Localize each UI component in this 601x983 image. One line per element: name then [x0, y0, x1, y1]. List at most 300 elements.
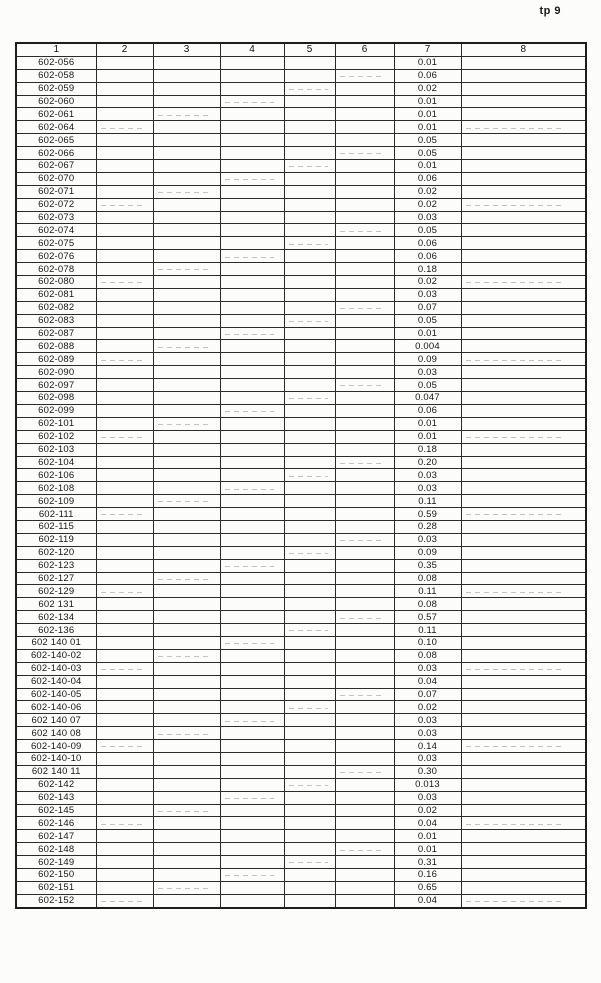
empty-cell — [284, 301, 335, 314]
empty-cell — [284, 263, 335, 276]
empty-cell — [153, 417, 220, 430]
empty-cell — [153, 843, 220, 856]
column-header: 1 — [16, 43, 96, 56]
empty-cell — [96, 533, 153, 546]
table-row — [16, 495, 586, 508]
empty-cell — [284, 598, 335, 611]
empty-cell — [96, 817, 153, 830]
empty-cell — [284, 662, 335, 675]
value-cell: 0.01 — [394, 160, 461, 173]
table-row — [16, 830, 586, 843]
row-id-cell: 602-073 — [16, 211, 96, 224]
value-cell: 0.01 — [394, 843, 461, 856]
value-cell: 0.05 — [394, 314, 461, 327]
empty-cell — [96, 804, 153, 817]
table-row — [16, 894, 586, 907]
empty-cell — [96, 211, 153, 224]
empty-cell — [284, 611, 335, 624]
empty-cell — [284, 804, 335, 817]
empty-cell — [220, 69, 284, 82]
value-cell: 0.03 — [394, 211, 461, 224]
table-row — [16, 211, 586, 224]
value-cell: 0.03 — [394, 288, 461, 301]
empty-cell — [335, 160, 394, 173]
table-row — [16, 765, 586, 778]
row-id-cell: 602-088 — [16, 340, 96, 353]
empty-cell — [220, 546, 284, 559]
empty-cell — [96, 417, 153, 430]
empty-cell — [96, 624, 153, 637]
value-cell: 0.06 — [394, 237, 461, 250]
value-cell: 0.03 — [394, 727, 461, 740]
row-id-cell: 602-087 — [16, 327, 96, 340]
value-cell: 0.01 — [394, 327, 461, 340]
value-cell: 0.02 — [394, 185, 461, 198]
empty-cell — [284, 288, 335, 301]
empty-cell — [153, 82, 220, 95]
value-cell: 0.08 — [394, 572, 461, 585]
empty-cell — [461, 611, 586, 624]
value-cell: 0.02 — [394, 198, 461, 211]
empty-cell — [220, 585, 284, 598]
empty-cell — [96, 495, 153, 508]
empty-cell — [96, 636, 153, 649]
empty-cell — [220, 881, 284, 894]
empty-cell — [153, 611, 220, 624]
empty-cell — [220, 56, 284, 69]
empty-cell — [461, 624, 586, 637]
empty-cell — [335, 95, 394, 108]
empty-cell — [96, 443, 153, 456]
empty-cell — [284, 714, 335, 727]
empty-cell — [96, 288, 153, 301]
empty-cell — [284, 843, 335, 856]
row-id-cell: 602-081 — [16, 288, 96, 301]
table-row — [16, 185, 586, 198]
table-row — [16, 263, 586, 276]
row-id-cell: 602-099 — [16, 404, 96, 417]
empty-cell — [153, 95, 220, 108]
empty-cell — [284, 276, 335, 289]
value-cell: 0.06 — [394, 69, 461, 82]
empty-cell — [284, 250, 335, 263]
empty-cell — [153, 327, 220, 340]
value-cell: 0.11 — [394, 585, 461, 598]
empty-cell — [153, 198, 220, 211]
empty-cell — [461, 198, 586, 211]
row-id-cell: 602-058 — [16, 69, 96, 82]
column-header: 8 — [461, 43, 586, 56]
empty-cell — [220, 160, 284, 173]
empty-cell — [335, 894, 394, 907]
empty-cell — [153, 404, 220, 417]
empty-cell — [220, 520, 284, 533]
empty-cell — [335, 443, 394, 456]
empty-cell — [153, 520, 220, 533]
empty-cell — [284, 533, 335, 546]
table-row — [16, 533, 586, 546]
row-id-cell: 602-098 — [16, 392, 96, 405]
value-cell: 0.01 — [394, 417, 461, 430]
row-id-cell: 602-140-06 — [16, 701, 96, 714]
empty-cell — [220, 765, 284, 778]
empty-cell — [153, 572, 220, 585]
empty-cell — [96, 404, 153, 417]
empty-cell — [284, 404, 335, 417]
empty-cell — [153, 185, 220, 198]
empty-cell — [220, 121, 284, 134]
empty-cell — [335, 856, 394, 869]
value-cell: 0.01 — [394, 95, 461, 108]
empty-cell — [153, 894, 220, 907]
empty-cell — [335, 392, 394, 405]
empty-cell — [335, 482, 394, 495]
empty-cell — [335, 366, 394, 379]
empty-cell — [284, 546, 335, 559]
empty-cell — [220, 314, 284, 327]
value-cell: 0.28 — [394, 520, 461, 533]
empty-cell — [335, 662, 394, 675]
empty-cell — [335, 327, 394, 340]
row-id-cell: 602-127 — [16, 572, 96, 585]
empty-cell — [220, 211, 284, 224]
empty-cell — [335, 624, 394, 637]
row-id-cell: 602-147 — [16, 830, 96, 843]
row-id-cell: 602-101 — [16, 417, 96, 430]
row-id-cell: 602-140-02 — [16, 649, 96, 662]
value-cell: 0.07 — [394, 688, 461, 701]
empty-cell — [335, 572, 394, 585]
table-row — [16, 430, 586, 443]
empty-cell — [153, 224, 220, 237]
empty-cell — [153, 804, 220, 817]
row-id-cell: 602 140 11 — [16, 765, 96, 778]
empty-cell — [335, 121, 394, 134]
table-row — [16, 108, 586, 121]
empty-cell — [284, 172, 335, 185]
empty-cell — [335, 791, 394, 804]
empty-cell — [461, 675, 586, 688]
empty-cell — [335, 82, 394, 95]
empty-cell — [220, 649, 284, 662]
empty-cell — [220, 198, 284, 211]
empty-cell — [461, 572, 586, 585]
value-cell: 0.05 — [394, 224, 461, 237]
table-row — [16, 611, 586, 624]
empty-cell — [153, 585, 220, 598]
table-row — [16, 727, 586, 740]
empty-cell — [335, 134, 394, 147]
empty-cell — [153, 649, 220, 662]
row-id-cell: 602-075 — [16, 237, 96, 250]
empty-cell — [220, 224, 284, 237]
row-id-cell: 602-140-03 — [16, 662, 96, 675]
row-id-cell: 602-078 — [16, 263, 96, 276]
empty-cell — [96, 869, 153, 882]
empty-cell — [220, 495, 284, 508]
empty-cell — [96, 430, 153, 443]
empty-cell — [335, 778, 394, 791]
table-row — [16, 340, 586, 353]
empty-cell — [96, 520, 153, 533]
value-cell: 0.04 — [394, 817, 461, 830]
empty-cell — [461, 263, 586, 276]
empty-cell — [153, 134, 220, 147]
empty-cell — [153, 443, 220, 456]
row-id-cell: 602-067 — [16, 160, 96, 173]
empty-cell — [220, 675, 284, 688]
empty-cell — [335, 598, 394, 611]
row-id-cell: 602-111 — [16, 508, 96, 521]
empty-cell — [335, 495, 394, 508]
empty-cell — [284, 147, 335, 160]
empty-cell — [461, 778, 586, 791]
empty-cell — [96, 224, 153, 237]
value-cell: 0.03 — [394, 482, 461, 495]
table-row — [16, 379, 586, 392]
table-row — [16, 843, 586, 856]
empty-cell — [461, 752, 586, 765]
empty-cell — [153, 740, 220, 753]
value-cell: 0.09 — [394, 546, 461, 559]
table-row — [16, 598, 586, 611]
empty-cell — [220, 366, 284, 379]
empty-cell — [96, 366, 153, 379]
empty-cell — [284, 817, 335, 830]
table-row — [16, 752, 586, 765]
empty-cell — [220, 237, 284, 250]
empty-cell — [335, 533, 394, 546]
row-id-cell: 602-076 — [16, 250, 96, 263]
table-row — [16, 392, 586, 405]
empty-cell — [284, 379, 335, 392]
empty-cell — [335, 314, 394, 327]
empty-cell — [461, 340, 586, 353]
empty-cell — [96, 237, 153, 250]
empty-cell — [153, 508, 220, 521]
empty-cell — [461, 430, 586, 443]
empty-cell — [335, 636, 394, 649]
empty-cell — [461, 379, 586, 392]
empty-cell — [220, 172, 284, 185]
empty-cell — [220, 636, 284, 649]
row-id-cell: 602-146 — [16, 817, 96, 830]
empty-cell — [335, 417, 394, 430]
empty-cell — [284, 134, 335, 147]
row-id-cell: 602-142 — [16, 778, 96, 791]
empty-cell — [220, 714, 284, 727]
empty-cell — [335, 559, 394, 572]
empty-cell — [96, 392, 153, 405]
empty-cell — [153, 379, 220, 392]
empty-cell — [220, 185, 284, 198]
table-row — [16, 443, 586, 456]
empty-cell — [220, 688, 284, 701]
table-row — [16, 624, 586, 637]
value-cell: 0.03 — [394, 791, 461, 804]
header-row — [16, 43, 586, 56]
empty-cell — [284, 636, 335, 649]
value-cell: 0.004 — [394, 340, 461, 353]
empty-cell — [284, 314, 335, 327]
empty-cell — [461, 533, 586, 546]
value-cell: 0.06 — [394, 250, 461, 263]
empty-cell — [96, 843, 153, 856]
table-row — [16, 134, 586, 147]
empty-cell — [461, 211, 586, 224]
empty-cell — [220, 533, 284, 546]
empty-cell — [220, 108, 284, 121]
empty-cell — [153, 598, 220, 611]
empty-cell — [284, 675, 335, 688]
table-row — [16, 520, 586, 533]
table-row — [16, 276, 586, 289]
value-cell: 0.14 — [394, 740, 461, 753]
empty-cell — [461, 314, 586, 327]
empty-cell — [220, 276, 284, 289]
value-cell: 0.05 — [394, 147, 461, 160]
table-row — [16, 56, 586, 69]
table-row — [16, 508, 586, 521]
row-id-cell: 602-109 — [16, 495, 96, 508]
empty-cell — [153, 495, 220, 508]
empty-cell — [335, 404, 394, 417]
table-row — [16, 714, 586, 727]
empty-cell — [284, 353, 335, 366]
row-id-cell: 602-140-04 — [16, 675, 96, 688]
empty-cell — [220, 662, 284, 675]
empty-cell — [284, 830, 335, 843]
row-id-cell: 602-056 — [16, 56, 96, 69]
empty-cell — [220, 559, 284, 572]
empty-cell — [335, 817, 394, 830]
empty-cell — [220, 482, 284, 495]
empty-cell — [461, 95, 586, 108]
empty-cell — [153, 856, 220, 869]
empty-cell — [96, 611, 153, 624]
table-row — [16, 82, 586, 95]
value-cell: 0.013 — [394, 778, 461, 791]
empty-cell — [284, 185, 335, 198]
empty-cell — [284, 881, 335, 894]
empty-cell — [461, 817, 586, 830]
row-id-cell: 602-140-05 — [16, 688, 96, 701]
empty-cell — [153, 662, 220, 675]
empty-cell — [461, 495, 586, 508]
empty-cell — [461, 108, 586, 121]
empty-cell — [220, 288, 284, 301]
column-header: 7 — [394, 43, 461, 56]
table-row — [16, 95, 586, 108]
table-row — [16, 160, 586, 173]
empty-cell — [461, 843, 586, 856]
empty-cell — [153, 263, 220, 276]
empty-cell — [461, 765, 586, 778]
empty-cell — [284, 585, 335, 598]
value-cell: 0.01 — [394, 121, 461, 134]
empty-cell — [220, 727, 284, 740]
empty-cell — [153, 546, 220, 559]
empty-cell — [220, 830, 284, 843]
empty-cell — [220, 417, 284, 430]
empty-cell — [96, 546, 153, 559]
empty-cell — [96, 456, 153, 469]
value-cell: 0.08 — [394, 649, 461, 662]
empty-cell — [335, 649, 394, 662]
empty-cell — [461, 160, 586, 173]
empty-cell — [153, 817, 220, 830]
row-id-cell: 602-119 — [16, 533, 96, 546]
row-id-cell: 602-151 — [16, 881, 96, 894]
empty-cell — [153, 69, 220, 82]
value-cell: 0.20 — [394, 456, 461, 469]
table-body — [16, 56, 586, 907]
empty-cell — [153, 869, 220, 882]
value-cell: 0.57 — [394, 611, 461, 624]
empty-cell — [96, 856, 153, 869]
empty-cell — [153, 533, 220, 546]
value-cell: 0.02 — [394, 82, 461, 95]
empty-cell — [335, 843, 394, 856]
empty-cell — [96, 508, 153, 521]
empty-cell — [284, 572, 335, 585]
empty-cell — [461, 392, 586, 405]
empty-cell — [461, 69, 586, 82]
table-row — [16, 572, 586, 585]
empty-cell — [96, 121, 153, 134]
table-row — [16, 688, 586, 701]
table-row — [16, 288, 586, 301]
value-cell: 0.03 — [394, 533, 461, 546]
empty-cell — [153, 301, 220, 314]
empty-cell — [153, 675, 220, 688]
row-id-cell: 602-104 — [16, 456, 96, 469]
empty-cell — [96, 301, 153, 314]
value-cell: 0.35 — [394, 559, 461, 572]
table-row — [16, 559, 586, 572]
empty-cell — [335, 198, 394, 211]
empty-cell — [335, 379, 394, 392]
empty-cell — [461, 250, 586, 263]
value-cell: 0.02 — [394, 701, 461, 714]
table-row — [16, 366, 586, 379]
table-row — [16, 791, 586, 804]
empty-cell — [284, 237, 335, 250]
empty-cell — [96, 881, 153, 894]
empty-cell — [96, 559, 153, 572]
empty-cell — [461, 224, 586, 237]
value-cell: 0.05 — [394, 134, 461, 147]
empty-cell — [461, 301, 586, 314]
empty-cell — [220, 791, 284, 804]
empty-cell — [153, 237, 220, 250]
table-row — [16, 856, 586, 869]
empty-cell — [461, 585, 586, 598]
empty-cell — [461, 701, 586, 714]
empty-cell — [335, 752, 394, 765]
empty-cell — [153, 727, 220, 740]
empty-cell — [220, 843, 284, 856]
empty-cell — [96, 134, 153, 147]
row-id-cell: 602-129 — [16, 585, 96, 598]
empty-cell — [335, 185, 394, 198]
empty-cell — [153, 172, 220, 185]
empty-cell — [153, 701, 220, 714]
empty-cell — [96, 701, 153, 714]
empty-cell — [335, 301, 394, 314]
table-row — [16, 585, 586, 598]
empty-cell — [335, 508, 394, 521]
